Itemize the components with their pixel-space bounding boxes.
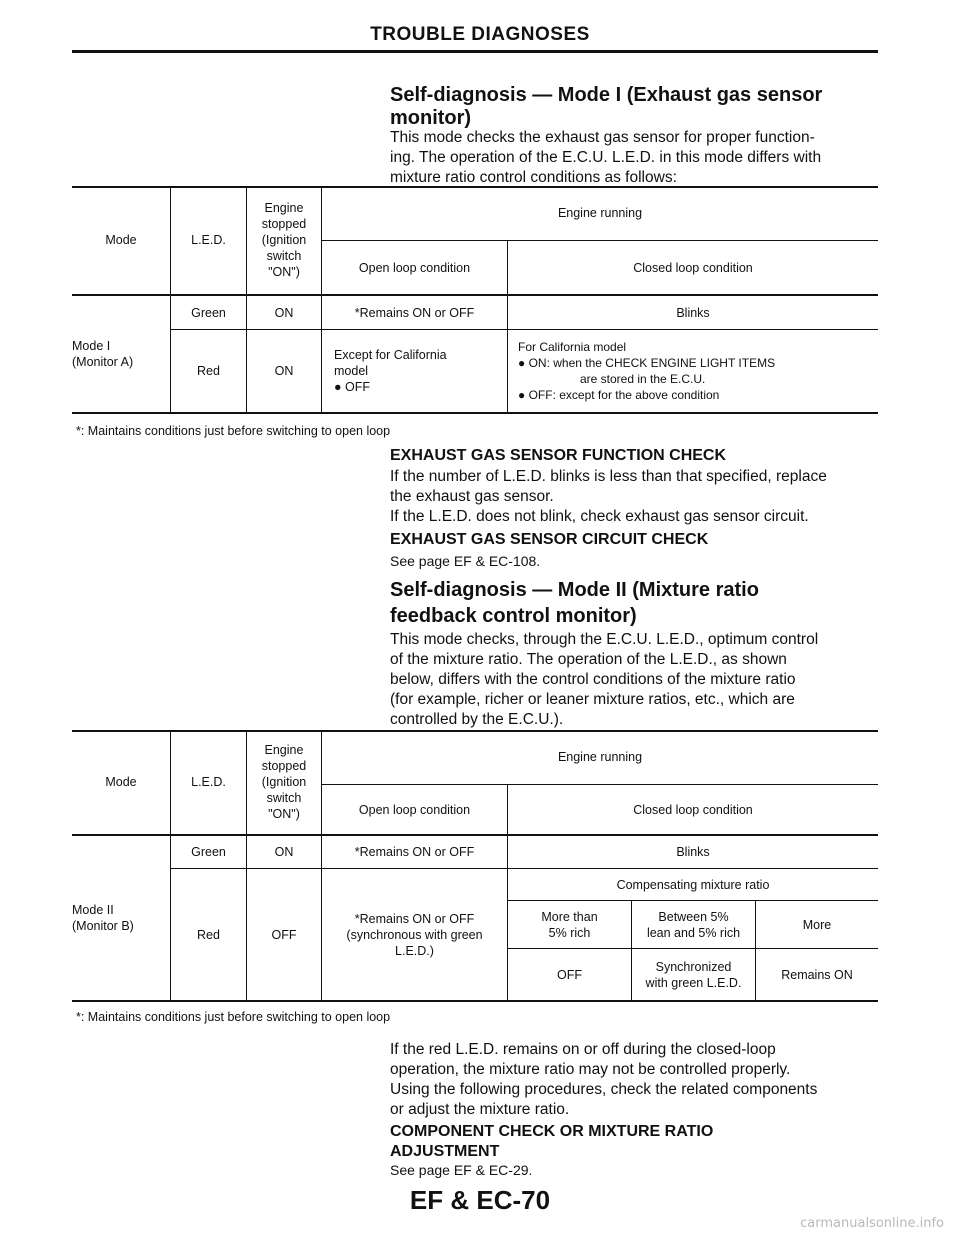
table2-header-closed-loop: Closed loop condition	[633, 802, 753, 817]
mode1-table	[72, 186, 878, 414]
table2-footnote: *: Maintains conditions just before switching to open loop	[76, 1010, 391, 1024]
table2-between-lean-rich: Between 5% lean and 5% rich	[646, 909, 741, 940]
check2-title: EXHAUST GAS SENSOR CIRCUIT CHECK	[390, 531, 709, 548]
table2-green-open: *Remains ON or OFF	[354, 845, 475, 859]
page-header: TROUBLE DIAGNOSES	[370, 24, 590, 45]
check1-title: EXHAUST GAS SENSOR FUNCTION CHECK	[390, 447, 727, 464]
check1-paragraph: If the number of L.E.D. blinks is less than that specified, replace the exhaust gas sensor. If the L.E.D. does not blink, check exhaust gas sensor circuit.	[390, 468, 827, 525]
header-rule	[72, 50, 878, 53]
table1-green-closed: Blinks	[676, 305, 710, 320]
table1-header-mode: Mode	[105, 233, 137, 247]
check2-text: See page EF & EC-108.	[390, 553, 541, 569]
section3-paragraph: If the red L.E.D. remains on or off during the closed-loop operation, the mixture ratio may not be controlled properly. Using the following procedures, check the related components or adjust the mixture ratio.	[390, 1041, 818, 1118]
table2-header-open-loop: Open loop condition	[358, 802, 471, 817]
table2-red-led: Red	[197, 927, 220, 942]
table1-red-stopped: ON	[274, 364, 294, 378]
table2-header-mode: Mode	[105, 775, 137, 789]
section1-paragraph: This mode checks the exhaust gas sensor for proper function- ing. The operation of the E.C.U. L.E.D. in this mode differs with mixture ratio control conditions as follows:	[390, 129, 822, 186]
table1-header-closed-loop: Closed loop condition	[633, 260, 753, 275]
table1-footnote: *: Maintains conditions just before switching to open loop	[76, 424, 391, 438]
section2-paragraph: This mode checks, through the E.C.U. L.E.D., optimum control of the mixture ratio. The operation of the L.E.D., as shown below, differs with the control conditions of the mixture ratio (for example, richer or leaner mixture ratios, etc., which are controlled by the E.C.U.).	[390, 631, 819, 728]
table1-header-led: L.E.D.	[191, 233, 226, 247]
table2-synchronized: Synchronized with green L.E.D.	[645, 959, 742, 990]
table2-mode-cell: Mode II (Monitor B)	[72, 903, 134, 933]
table2-compensating-header: Compensating mixture ratio	[616, 877, 770, 892]
table1-mode-cell: Mode I (Monitor A)	[72, 339, 134, 369]
page-number: EF & EC-70	[409, 1185, 551, 1215]
table1-green-open: *Remains ON or OFF	[354, 305, 475, 320]
section1-title: Self-diagnosis — Mode I (Exhaust gas sensor monitor)	[390, 84, 823, 129]
table2-green-closed: Blinks	[676, 845, 710, 859]
table1-header-engine-running: Engine running	[557, 206, 643, 220]
table2-header-engine-running: Engine running	[557, 750, 643, 764]
table1-green-stopped: ON	[274, 305, 294, 320]
table2-green-led: Green	[191, 845, 226, 859]
table1-red-led: Red	[197, 364, 220, 378]
table2-green-stopped: ON	[274, 845, 294, 859]
table1-header-open-loop: Open loop condition	[358, 260, 471, 275]
table2-red-stopped: OFF	[271, 927, 297, 942]
table2-red-open: *Remains ON or OFF (synchronous with green L.E.D.)	[346, 911, 483, 958]
table2-header-engine-stopped: Engine stopped (Ignition switch "ON")	[261, 743, 307, 821]
table1-header-engine-stopped: Engine stopped (Ignition switch "ON")	[261, 201, 307, 279]
watermark: carmanualsonline.info	[800, 1216, 944, 1231]
table2-off: OFF	[557, 967, 582, 982]
table2-more: More	[802, 917, 832, 932]
table1-red-open: Except for California model ● OFF	[334, 348, 447, 394]
table1-red-closed: For California model ● ON: when the CHECK ENGINE LIGHT ITEMS are stored in the E.C.U. ● OFF: except for the above condition	[518, 340, 776, 402]
section2-title: Self-diagnosis — Mode II (Mixture ratio feedback control monitor)	[390, 579, 759, 627]
table1-green-led: Green	[191, 305, 226, 320]
mode2-table	[72, 730, 878, 1002]
table2-remains-on: Remains ON	[781, 967, 853, 982]
section3-text: See page EF & EC-29.	[390, 1162, 533, 1178]
section3-title: COMPONENT CHECK OR MIXTURE RATIO ADJUSTMENT	[390, 1123, 714, 1160]
table2-more-than-rich: More than 5% rich	[541, 909, 598, 940]
table2-header-led: L.E.D.	[191, 775, 226, 789]
